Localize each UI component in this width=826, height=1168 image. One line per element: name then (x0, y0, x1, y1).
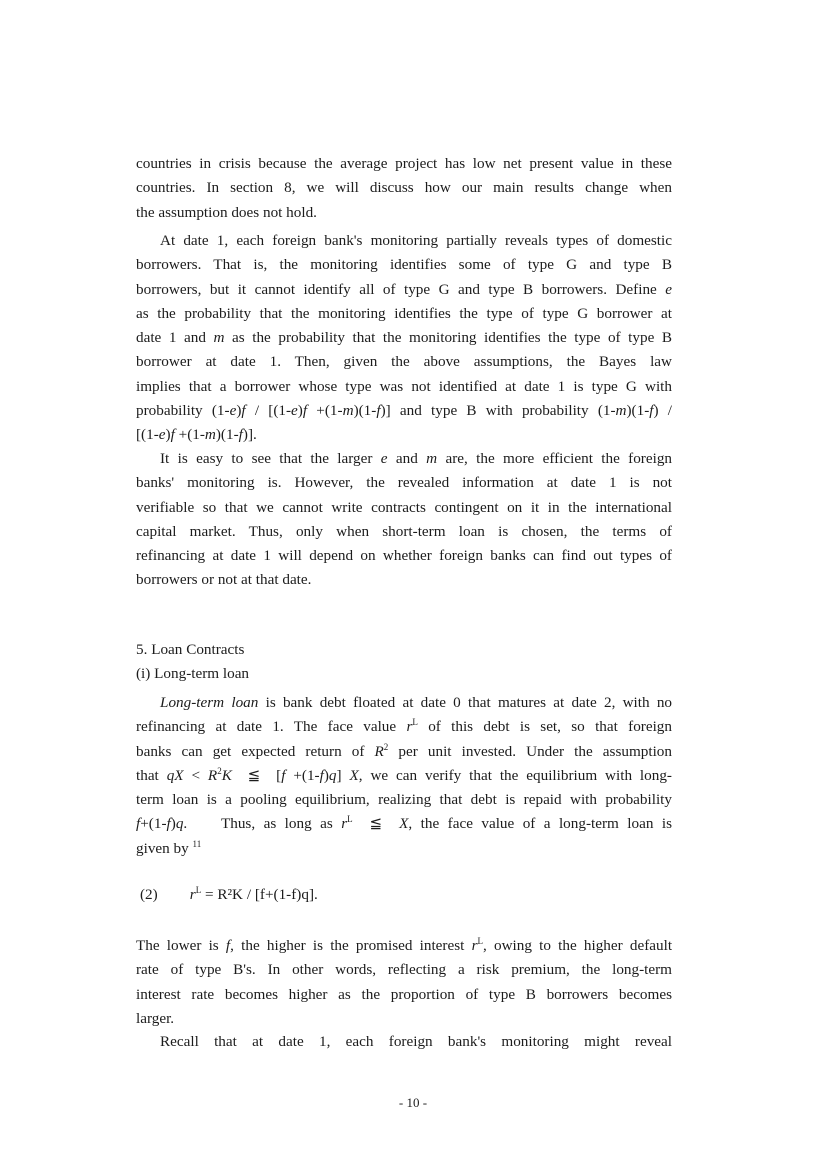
equation-number: (2) (140, 886, 158, 903)
text-span: refinancing at date 1. The face value (136, 718, 397, 736)
text-line: rate of type B's. In other words, reflecting a risk premium, the long-term (136, 961, 672, 979)
text-span: we can verify that the equilibrium with long- (370, 766, 672, 784)
page-number: - 10 - (398, 1095, 428, 1110)
text-line: refinancing at date 1 will depend on whether foreign banks can find out types of (136, 547, 672, 564)
text-span: probability (1- (136, 401, 230, 419)
text-line: borrowers. That is, the monitoring identifies some of type G and type B (136, 256, 672, 274)
text-span: and type B with probability (1- (399, 401, 616, 419)
text-line (136, 326, 672, 350)
text-line: refinancing at date 1. The face value $r^L$ of this debt is set, so that foreign (136, 717, 672, 736)
text-span: as the probability that the monitoring identifies the type of type B (232, 329, 672, 346)
text-span: banks can get expected return of (136, 742, 365, 760)
text-line: implies that a borrower whose type was not identified at date 1 is type G with (136, 377, 672, 395)
text-line: borrower at date 1. Then, given the above assumptions, the Bayes law (136, 353, 672, 371)
subsection-heading: (i) Long-term loan (136, 665, 250, 683)
text-span: and (395, 450, 418, 467)
text-span: owing to the higher default (493, 937, 673, 954)
text-line: countries in crisis because the average project has low net present value in these (136, 155, 672, 172)
text-line: that qX < $R^2K$ ≦ [f +(1-f)q] X, we can verify that the equilibrium with long- (136, 765, 672, 784)
text-line: term loan is a pooling equilibrium, realizing that debt is repaid with probability (136, 791, 672, 808)
text-line (136, 691, 672, 715)
text-span: are, the more efficient the foreign (445, 450, 673, 467)
text-span: the higher is the promised interest (241, 937, 465, 954)
var-e: e (665, 280, 672, 298)
text-span: It is easy to see that the larger (160, 450, 373, 467)
text-span: borrowers, but it cannot identify all of type G and type B borrowers. Define (136, 280, 657, 298)
text-span: that (136, 766, 159, 784)
text-line: At date 1, each foreign bank's monitoring partially reveals types of domestic (160, 232, 672, 249)
text-line (136, 278, 672, 302)
text-span: is bank debt floated at date 0 that matures at date 2, with no (265, 694, 673, 711)
var-m: m (213, 329, 225, 346)
text-span: per unit invested. Under the assumption (398, 742, 672, 760)
text-span: as the probability that the monitoring identifies the type of type G borrower at (136, 304, 672, 322)
text-line: borrowers or not at that date. (136, 571, 312, 589)
text-span: The lower is (136, 937, 219, 954)
paragraph-4 (136, 691, 672, 861)
section-headings (136, 638, 672, 687)
text-line: [(1-e)f +(1-m)(1-f)]. (136, 426, 257, 443)
paragraph-1 (136, 152, 672, 225)
italic-term: Long-term loan (160, 694, 259, 711)
text-span: Thus, as long as (220, 815, 333, 833)
footnote-marker: 11 (192, 838, 202, 849)
text-line: probability (1-e)f / [(1-e)f +(1-m)(1-f)] and type B with probability (1-m)(1-f) / (136, 401, 673, 419)
text-span: the face value of a long-term loan is (420, 815, 673, 833)
section-heading: 5. Loan Contracts (136, 641, 245, 658)
text-span: given by (136, 839, 189, 857)
text-span: date 1 and (136, 329, 206, 346)
text-span: of this debt is set, so that foreign (428, 718, 672, 736)
paragraph-3 (136, 447, 672, 593)
text-line: Recall that at date 1, each foreign bank's monitoring might reveal (160, 1033, 672, 1050)
paragraph-5 (136, 934, 672, 1031)
text-line (136, 837, 672, 861)
text-line (136, 302, 672, 326)
equation-2: (2) $r^L = R^2K / [f+(1-f)q]$. (140, 884, 318, 907)
text-line: capital market. Thus, only when short-term loan is chosen, the terms of (136, 522, 672, 540)
text-line: countries. In section 8, we will discuss how our main results change when (136, 179, 672, 197)
text-line: banks' monitoring is. However, the revealed information at date 1 is not (136, 474, 672, 492)
text-line: banks can get expected return of $R^2$ per unit invested. Under the assumption (136, 741, 672, 760)
text-line: verifiable so that we cannot write contracts contingent on it in the international (136, 498, 672, 516)
equation-text: = R²K / [f+(1-f)q]. (205, 886, 318, 903)
paragraph-2 (136, 229, 672, 447)
text-line: It is easy to see that the larger e and m are, the more efficient the foreign (160, 450, 673, 467)
paragraph-6 (136, 1030, 672, 1054)
text-line: f+(1-f)q. Thus, as long as $r^L$ ≦ X, the face value of a long-term loan is (136, 814, 673, 833)
text-line: interest rate becomes higher as the proportion of type B borrowers becomes (136, 985, 672, 1003)
text-line: the assumption does not hold. (136, 203, 317, 221)
text-line: The lower is f, the higher is the promised interest $r^L$, owing to the higher default (136, 936, 673, 954)
text-line: larger. (136, 1009, 175, 1027)
